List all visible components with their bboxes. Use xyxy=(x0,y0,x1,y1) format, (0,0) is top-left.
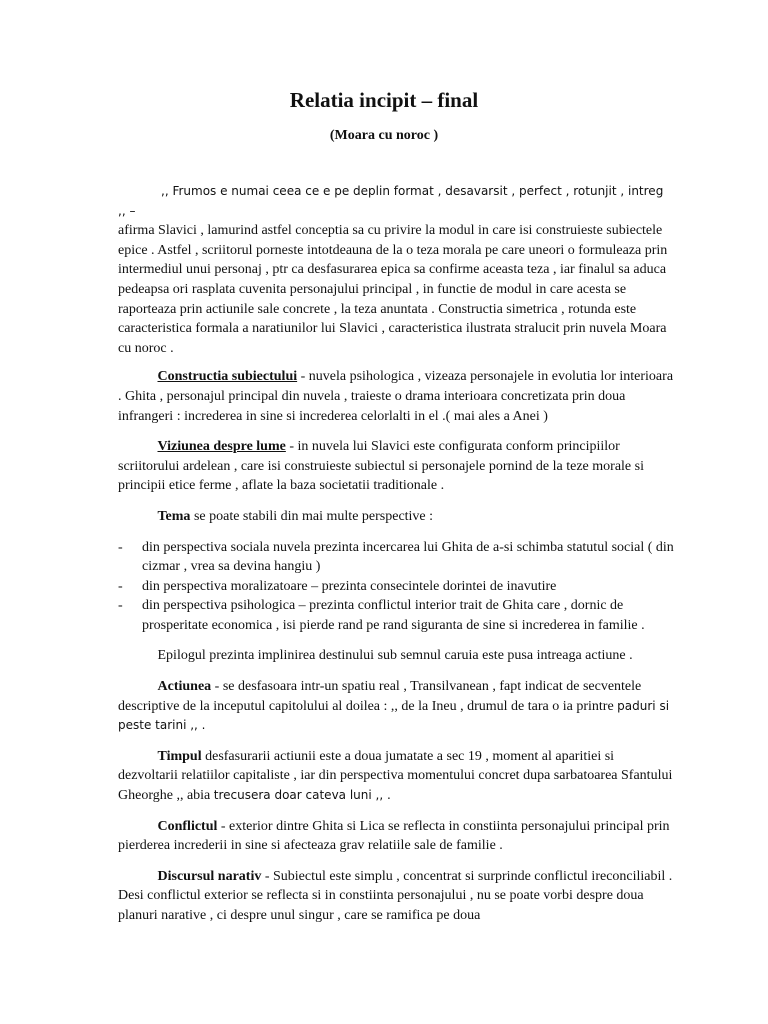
actiunea-tail: paduri si peste tarini ,, . xyxy=(118,698,670,733)
viziunea-paragraph xyxy=(118,437,674,496)
intro-paragraph xyxy=(118,182,674,358)
viziunea-text: - in nuvela lui Slavici este configurata conform principiilor scriitorului ardelean , care isi construieste subiectul si personajele pornind de la teze morale si principii etice ferme , aflate la baza societatii traditionale . xyxy=(118,439,644,494)
timpul-tail: trecusera doar cateva luni ,, . xyxy=(213,788,391,803)
list-item-text: din perspectiva sociala nuvela prezinta incercarea lui Ghita de a-si schimba statutul social ( din cizmar , vrea sa devina hangiu ) xyxy=(142,539,674,575)
page-subtitle: (Moara cu noroc ) xyxy=(329,128,439,143)
conflictul-label: Conflictul xyxy=(157,818,218,834)
actiunea-label: Actiunea xyxy=(157,679,212,695)
constructia-text: - nuvela psihologica , vizeaza personajele in evolutia lor interioara . Ghita , personajul principal din nuvela , traieste o drama interioara concretizata prin doua infrangeri : increderea in sine si increderea celorlalti in el .( mai ales a Anei ) xyxy=(118,369,674,424)
list-item xyxy=(118,596,674,635)
constructia-paragraph xyxy=(118,367,674,426)
epilog-paragraph xyxy=(118,646,674,666)
discursul-label: Discursul narativ xyxy=(157,868,262,884)
actiunea-text: - se desfasoara intr-un spatiu real , Transilvanean , fapt indicat de secventele descriptive de la inceputul capitolului al doilea : ,, de la Ineu , drumul de tara o ia printre xyxy=(118,679,642,714)
tema-list xyxy=(118,538,674,636)
discursul-paragraph xyxy=(118,867,674,926)
conflictul-text: - exterior dintre Ghita si Lica se reflecta in constiinta personajului principal prin pierderea increderii in sine si afecteaza grav relatiile sale de familie . xyxy=(118,818,670,854)
epilog-text: Epilogul prezinta implinirea destinului sub semnul caruia este pusa intreaga actiune . xyxy=(157,648,633,664)
intro-quote: ,, Frumos e numai ceea ce e pe deplin format , desavarsit , perfect , rotunjit , intreg ,, – xyxy=(118,184,664,218)
list-dash: - xyxy=(118,578,123,594)
tema-text: se poate stabili din mai multe perspective : xyxy=(190,508,434,524)
document-body xyxy=(118,182,674,937)
page-title: Relatia incipit – final xyxy=(289,88,479,112)
list-item-text: din perspectiva psihologica – prezinta conflictul interior trait de Ghita care , dornic de prosperitate economica , isi pierde rand pe rand siguranta de sine si increderea in familie . xyxy=(142,598,645,633)
viziunea-label: Viziunea despre lume xyxy=(157,439,286,455)
discursul-text: - Subiectul este simplu , concentrat si surprinde conflictul ireconciliabil . Desi conflictul exterior se reflecta si in constiinta personajului , nu se poate vorbi despre doua planuri narative , ci despre unul singur , care se ramifica pe doua xyxy=(118,868,673,923)
tema-paragraph xyxy=(118,507,674,527)
tema-label: Tema xyxy=(157,508,191,524)
list-item-text: din perspectiva moralizatoare – prezinta consecintele dorintei de inavutire xyxy=(142,578,557,594)
list-dash: - xyxy=(118,539,123,555)
timpul-paragraph xyxy=(118,747,674,806)
conflictul-paragraph xyxy=(118,817,674,856)
list-item xyxy=(118,577,674,597)
list-dash: - xyxy=(118,598,123,614)
actiunea-paragraph xyxy=(118,677,674,736)
list-item xyxy=(118,538,674,577)
intro-text: afirma Slavici , lamurind astfel conceptia sa cu privire la modul in care isi construieste subiectele epice . Astfel , scriitorul porneste intotdeauna de la o teza morala pe care uneori o formuleaza prin intermediul unui personaj , ptr ca desfasurarea epica sa confirme aceasta teza , iar finalul sa aduca pedeapsa ori rasplata cuvenita personajului principal , in functie de modul in care acesta se raporteaza prin actiunile sale concrete , la teza anuntata . Constructia simetrica , rotunda este caracteristica formala a naratiunilor lui Slavici , caracteristica ilustrata stralucit prin nuvela Moara cu noroc . xyxy=(118,223,668,356)
timpul-text: desfasurarii actiunii este a doua jumatate a sec 19 , moment al aparitiei si dezvoltarii relatiilor capitaliste , iar din perspectiva momentului concret dupa sarbatoarea Sfantului Gheorghe ,, abia xyxy=(118,748,673,804)
timpul-label: Timpul xyxy=(157,748,202,764)
constructia-label: Constructia subiectului xyxy=(157,369,298,385)
